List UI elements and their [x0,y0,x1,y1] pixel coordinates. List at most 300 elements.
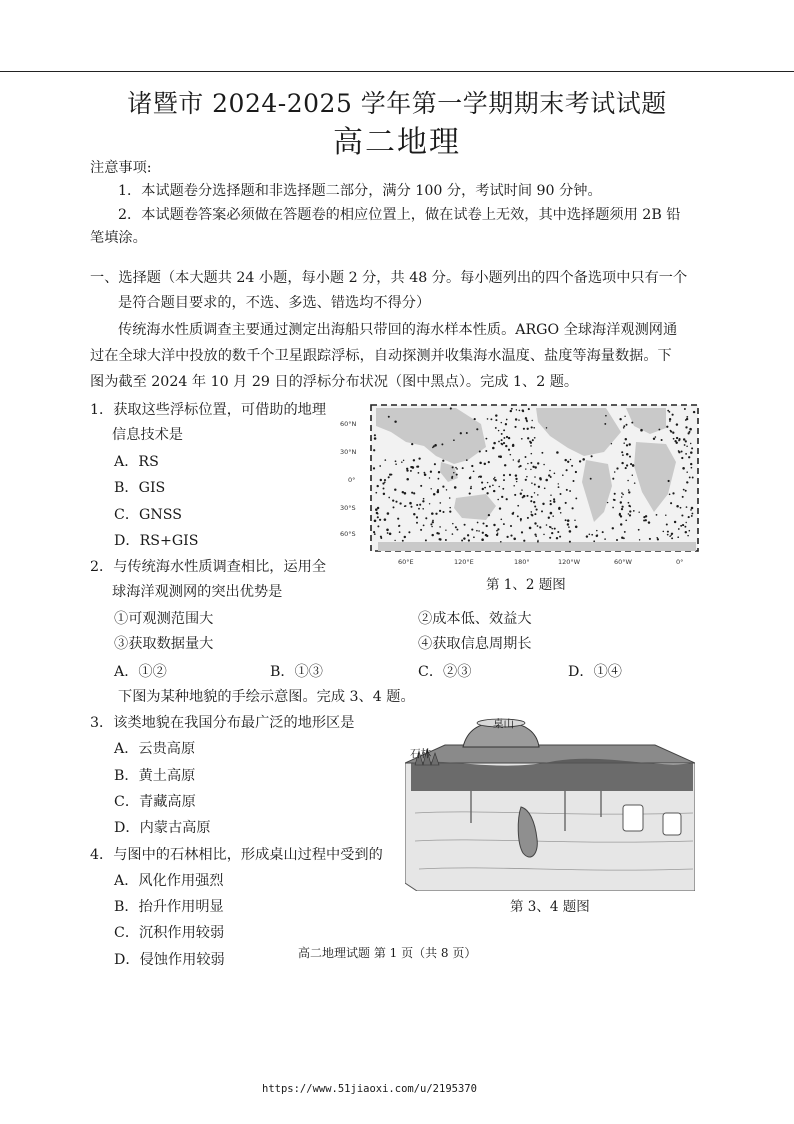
float-dot [484,463,486,465]
float-dot [531,496,533,498]
float-dot [572,507,574,509]
float-dot [395,501,397,503]
float-dot [501,443,503,445]
float-dot [503,429,505,431]
float-dot [666,523,668,525]
float-dot [470,487,472,489]
float-dot [376,512,378,514]
float-dot [449,511,451,513]
float-dot [451,476,453,478]
float-dot [525,468,526,469]
float-dot [406,478,409,481]
float-dot [455,467,457,469]
float-dot [693,411,695,413]
float-dot [442,460,444,462]
float-dot [395,460,397,462]
float-dot [623,425,625,427]
float-dot [525,456,527,458]
float-dot [687,482,689,484]
float-dot [549,526,551,528]
float-dot [480,476,482,478]
float-dot [473,470,475,472]
float-dot [531,514,533,516]
float-dot [389,533,392,536]
q2-stem-cont: 球海洋观测网的突出优势是 [112,584,283,600]
float-dot [669,411,671,413]
float-dot [675,442,677,444]
float-dot [558,483,559,484]
float-dot [383,493,385,495]
float-dot [626,444,628,446]
q3-option-d: D．内蒙古高原 [114,820,211,836]
float-dot [515,474,517,476]
float-dot [516,481,517,482]
float-dot [492,447,495,450]
float-dot [640,429,643,432]
float-dot [691,513,693,515]
notice-item-1: 1．本试题卷分选择题和非选择题二部分，满分 100 分，考试时间 90 分钟。 [118,183,602,199]
q2-option-b: B．①③ [270,664,323,680]
float-dot [484,487,486,489]
float-dot [420,485,422,487]
float-dot [537,494,539,496]
float-dot [390,474,392,476]
float-dot [498,430,499,431]
float-dot [477,522,479,524]
float-dot [453,472,454,473]
float-dot [432,521,434,523]
float-dot [691,447,693,449]
float-dot [403,460,404,461]
float-dot [527,437,529,439]
float-dot [411,443,413,445]
float-dot [689,428,692,431]
float-dot [498,441,500,443]
float-dot [534,437,536,439]
float-dot [429,477,430,478]
float-dot [523,428,525,430]
q2-option-c: C．②③ [418,664,472,680]
q2-option-a: A．①② [114,664,167,680]
float-dot [630,463,632,465]
float-dot [503,437,505,439]
float-dot [665,515,666,516]
lon-label: 0° [676,558,684,566]
float-dot [681,451,683,453]
float-dot [672,414,674,416]
float-dot [399,502,401,504]
float-dot [500,541,502,543]
float-dot [446,489,447,490]
float-dot [550,500,552,502]
float-dot [655,436,657,438]
float-dot [579,460,581,462]
float-dot [377,485,379,487]
float-dot [676,505,679,508]
float-dot [638,511,639,512]
float-dot [522,410,524,412]
float-dot [669,420,671,422]
float-dot [649,538,651,540]
float-dot [375,508,378,511]
float-dot [621,451,623,453]
q2-option-d: D．①④ [568,664,622,680]
float-dot [546,524,548,526]
float-dot [471,465,473,467]
float-dot [501,433,503,435]
float-dot [422,500,424,502]
float-dot [627,480,629,482]
float-dot [653,438,655,440]
float-dot [656,514,658,516]
float-dot [482,488,484,490]
float-dot [519,459,520,460]
float-dot [469,493,471,495]
float-dot [500,518,502,520]
lon-label: 60°W [614,558,632,566]
float-dot [621,462,623,464]
lat-label: 60°N [340,420,357,428]
passage-1-line-1: 传统海水性质调查主要通过测定出海船只带回的海水样本性质。ARGO 全球海洋观测网通 [118,322,678,338]
passage-1-line-2: 过在全球大洋中投放的数千个卫星跟踪浮标，自动探测并收集海水温度、盐度等海量数据。下 [90,348,672,364]
float-dot [532,466,534,468]
float-dot [564,459,566,461]
float-dot [669,494,671,496]
float-dot [384,479,386,481]
float-dot [502,488,504,490]
float-dot [553,498,555,500]
float-dot [463,537,465,539]
float-dot [534,466,536,468]
float-dot [496,530,498,532]
float-dot [494,477,495,478]
float-dot [454,486,457,489]
float-dot [474,418,476,420]
float-dot [689,476,691,478]
float-dot [667,531,669,533]
float-dot [685,453,687,455]
float-dot [684,408,686,410]
float-dot [612,507,614,509]
float-dot [420,529,422,531]
float-dot [456,529,458,531]
float-dot [681,457,683,459]
q2-item-3: ③获取数据量大 [114,636,214,652]
float-dot [682,496,684,498]
float-dot [550,476,552,478]
float-dot [526,495,528,497]
float-dot [519,410,521,412]
float-dot [628,513,629,514]
float-dot [411,466,413,468]
float-dot [515,418,517,420]
q3-stem: 3．该类地貌在我国分布最广泛的地形区是 [90,715,355,731]
float-dot [690,509,692,511]
float-dot [505,423,507,425]
float-dot [625,519,627,521]
float-dot [452,523,454,525]
float-dot [442,486,444,488]
float-dot [625,438,627,440]
float-dot [430,523,432,525]
q1-option-c: C．GNSS [114,507,182,523]
float-dot [634,482,636,484]
float-dot [534,534,536,536]
float-dot [430,471,432,473]
float-dot [575,526,578,529]
float-dot [537,525,539,527]
float-dot [591,534,593,536]
float-dot [479,462,482,465]
float-dot [429,503,430,504]
float-dot [611,443,612,444]
float-dot [513,485,515,487]
float-dot [671,537,673,539]
float-dot [619,418,621,420]
float-dot [437,489,439,491]
float-dot [423,498,425,500]
float-dot [530,511,532,513]
float-dot [510,525,512,527]
q3-option-b: B．黄土高原 [114,768,196,784]
float-dot [620,501,622,503]
float-dot [557,531,559,533]
float-dot [462,467,464,469]
q2-item-1: ①可观测范围大 [114,611,214,627]
float-dot [689,431,691,433]
float-dot [510,454,512,456]
float-dot [658,429,660,431]
float-dot [453,439,455,441]
float-dot [479,450,481,452]
float-dot [657,538,659,540]
float-dot [626,424,628,426]
float-dot [493,490,495,492]
float-dot [499,507,501,509]
float-dot [691,515,693,517]
float-dot [455,526,457,528]
float-dot [686,471,688,473]
float-dot [492,484,494,486]
float-dot [550,503,552,505]
float-dot [549,537,551,539]
float-dot [537,541,539,543]
float-dot [379,519,381,521]
float-dot [586,535,588,537]
float-dot [530,445,532,447]
float-dot [416,522,418,524]
float-dot [542,503,544,505]
float-dot [497,499,499,501]
float-dot [531,482,533,484]
float-dot [418,472,420,474]
float-dot [476,428,478,430]
float-dot [499,455,502,458]
float-dot [388,497,390,499]
float-dot [633,510,635,512]
float-dot [493,524,495,526]
float-dot [556,451,559,454]
float-dot [520,493,522,495]
float-dot [498,486,500,488]
float-dot [452,533,454,535]
float-dot [380,537,382,539]
float-dot [495,419,497,421]
float-dot [393,506,395,508]
float-dot [676,423,678,425]
float-dot [612,527,614,529]
float-dot [683,438,685,440]
q2-item-4: ④获取信息周期长 [418,636,532,652]
float-dot [508,449,510,451]
float-dot [624,416,625,417]
float-dot [539,526,541,528]
subject-title: 高二地理 [333,125,461,160]
float-dot [489,486,491,488]
float-dot [526,476,528,478]
float-dot [565,502,567,504]
float-dot [401,461,403,463]
float-dot [538,486,540,488]
float-dot [573,480,575,482]
float-dot [628,502,630,504]
float-dot [406,469,408,471]
float-dot [566,469,568,471]
passage-2: 下图为某种地貌的手绘示意图。完成 3、4 题。 [118,689,415,705]
float-dot [416,516,418,518]
float-dot [670,431,672,433]
lon-label: 120°E [454,558,474,566]
float-dot [552,515,554,517]
float-dot [374,437,377,440]
float-dot [431,534,433,536]
float-dot [521,438,523,440]
float-dot [505,445,507,447]
float-dot [449,497,451,499]
float-dot [375,492,377,494]
q4-option-c: C．沉积作用较弱 [114,925,225,941]
float-dot [399,531,401,533]
q3-option-c: C．青藏高原 [114,794,196,810]
float-dot [680,507,682,509]
float-dot [628,505,630,507]
float-dot [622,494,624,496]
float-dot [631,422,633,424]
float-dot [431,512,434,515]
float-dot [567,519,570,522]
float-dot [629,514,631,516]
float-dot [506,536,508,538]
float-dot [574,519,576,521]
float-dot [425,517,427,519]
float-dot [468,539,470,541]
page-footer: 高二地理试题 第 1 页（共 8 页） [298,946,477,960]
float-dot [543,534,545,536]
float-dot [676,437,678,439]
float-dot [374,533,376,535]
float-dot [533,427,535,429]
float-dot [386,529,389,532]
section-heading-cont: 是符合题目要求的，不选、多选、错选均不得分） [118,295,431,311]
float-dot [671,533,673,535]
float-dot [534,484,536,486]
float-dot [614,471,616,473]
float-dot [590,478,592,480]
float-dot [506,498,508,500]
float-dot [527,463,528,464]
q2-item-2: ②成本低、效益大 [418,611,532,627]
float-dot [677,536,679,538]
float-dot [485,450,487,452]
float-dot [616,467,618,469]
float-dot [387,512,390,515]
float-dot [622,454,624,456]
float-dot [534,522,536,524]
float-dot [503,479,505,481]
float-dot [497,533,498,534]
float-dot [503,442,505,444]
float-dot [624,531,626,533]
float-dot [384,481,386,483]
float-dot [678,528,680,530]
float-dot [534,492,535,493]
float-dot [422,508,424,510]
float-dot [379,465,381,467]
float-dot [551,532,553,534]
float-dot [410,470,412,472]
float-dot [528,408,530,410]
float-dot [523,540,525,542]
float-dot [411,506,413,508]
label-table-mountain: 桌山 [493,718,514,730]
watermark-url: https://www.51jiaoxi.com/u/2195370 [262,1083,477,1095]
float-dot [417,466,419,468]
lat-label: 60°S [340,530,356,538]
landform-sketch [405,713,695,891]
top-rule [0,71,794,72]
float-dot [553,501,555,503]
float-dot [438,533,440,535]
float-dot [438,471,440,473]
float-dot [488,461,490,463]
float-dot [670,502,672,504]
float-dot [514,494,516,496]
float-dot [666,426,668,428]
float-dot [527,428,529,430]
float-dot [413,513,415,515]
float-dot [433,493,436,496]
float-dot [548,517,550,519]
float-dot [686,446,688,448]
float-dot [516,409,517,410]
float-dot [409,502,412,505]
float-dot [616,539,618,541]
float-dot [560,512,562,514]
float-dot [685,419,687,421]
float-dot [546,427,547,428]
float-dot [629,456,631,458]
float-dot [503,523,505,525]
float-dot [602,531,604,533]
float-dot [496,534,498,536]
float-dot [374,520,377,523]
float-dot [481,538,484,541]
float-dot [511,408,513,410]
float-dot [668,480,670,482]
lat-label: 30°N [340,448,357,456]
float-dot [544,487,546,489]
float-dot [551,528,553,530]
